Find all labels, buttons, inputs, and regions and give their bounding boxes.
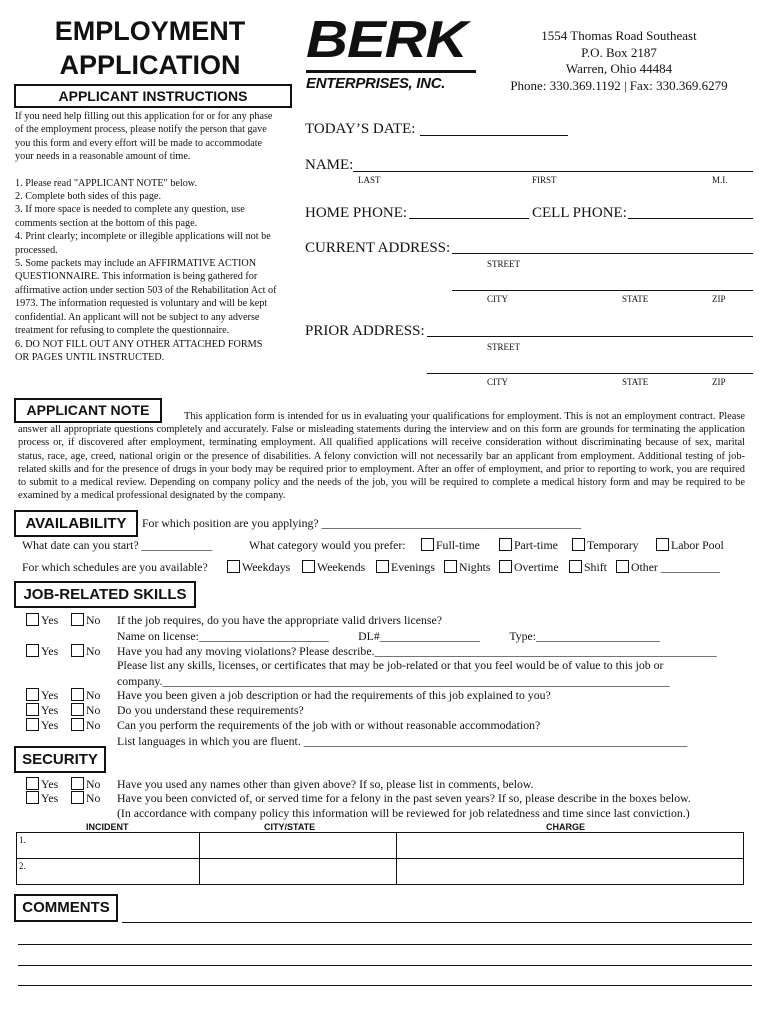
instruction-item: 4. Print clearly; incomplete or illegible applications will not be processed. — [15, 231, 271, 256]
incident-table — [16, 832, 744, 885]
table-row — [17, 833, 744, 859]
city-state-column-header: CITY/STATE — [264, 822, 316, 832]
category-fulltime[interactable] — [421, 538, 480, 553]
cell-phone-field[interactable] — [628, 218, 753, 219]
name-first-caption: FIRST — [532, 175, 557, 185]
checkbox[interactable] — [71, 718, 84, 731]
name-field[interactable] — [353, 171, 753, 172]
prior-address-label: PRIOR ADDRESS: — [305, 323, 425, 339]
schedule-weekdays[interactable] — [227, 560, 290, 575]
cell-phone-label: CELL PHONE: — [532, 205, 627, 221]
instructions-block — [15, 110, 279, 364]
city-caption: CITY — [487, 294, 508, 304]
table-row — [17, 859, 744, 885]
schedule-evenings[interactable] — [376, 560, 435, 575]
city-state-cell[interactable] — [200, 833, 397, 859]
no-label: No — [86, 688, 101, 702]
skills-q3-no[interactable] — [71, 688, 100, 703]
schedule-overtime[interactable] — [499, 560, 559, 575]
form-title-line2: APPLICATION — [59, 50, 241, 80]
schedule-label: Nights — [459, 560, 491, 574]
no-label: No — [86, 644, 101, 658]
checkbox[interactable] — [656, 538, 669, 551]
category-laborpool[interactable] — [656, 538, 724, 553]
category-label: Temporary — [587, 538, 639, 552]
skills-q2[interactable]: Have you had any moving violations? Please describe.__________________________________________________________ — [117, 644, 717, 658]
instructions-intro: If you need help filling out this application for or for any phase of the employment process, please notify the person that gave you this form and every effort will be made to accommodate your needs in a reasonable amount of time. — [15, 111, 273, 163]
skills-q2-no[interactable] — [71, 644, 100, 659]
name-label: NAME: — [305, 157, 354, 173]
start-date-question[interactable]: What date can you start? ____________ — [22, 538, 213, 552]
schedule-shift[interactable] — [569, 560, 607, 575]
skills-q5-yes[interactable] — [26, 718, 58, 733]
category-label: Full-time — [436, 538, 480, 552]
comment-line[interactable] — [122, 922, 752, 923]
address-line1: 1554 Thomas Road Southeast — [541, 28, 697, 43]
home-phone-label: HOME PHONE: — [305, 205, 408, 221]
skills-q3: Have you been given a job description or had the requirements of this job explained to you? — [117, 688, 551, 702]
no-label: No — [86, 777, 101, 791]
skills-list-prompt: Please list any skills, licenses, or certificates that may be job-related or that you feel would be of value to this job or — [117, 658, 664, 672]
availability-heading: AVAILABILITY — [14, 510, 138, 537]
no-label: No — [86, 613, 101, 627]
address-line3: Warren, Ohio 44484 — [565, 61, 673, 76]
skills-q2-yes[interactable] — [26, 644, 58, 659]
checkbox[interactable] — [26, 777, 39, 790]
checkbox[interactable] — [71, 688, 84, 701]
street-caption: STREET — [487, 259, 520, 269]
security-q2-yes[interactable] — [26, 791, 58, 806]
checkbox[interactable] — [71, 613, 84, 626]
skills-q4-yes[interactable] — [26, 703, 58, 718]
row-number: 2. — [19, 861, 26, 871]
checkbox[interactable] — [71, 644, 84, 657]
applicant-note-heading: APPLICANT NOTE — [14, 398, 162, 423]
charge-cell[interactable] — [397, 833, 744, 859]
schedule-label: Weekends — [317, 560, 366, 574]
charge-column-header: CHARGE — [546, 822, 586, 832]
checkbox[interactable] — [302, 560, 315, 573]
todays-date-label: TODAY’S DATE: — [305, 121, 416, 137]
current-street-field[interactable] — [452, 253, 753, 254]
category-question: What category would you prefer: — [249, 538, 406, 552]
checkbox[interactable] — [421, 538, 434, 551]
incident-cell[interactable] — [17, 859, 200, 885]
city-caption: CITY — [487, 377, 508, 387]
security-q2: Have you been convicted of, or served time for a felony in the past seven years? If so, please describe in the boxes below. — [117, 791, 691, 805]
skills-heading: JOB-RELATED SKILLS — [14, 581, 196, 608]
no-label: No — [86, 791, 101, 805]
category-label: Part-time — [514, 538, 558, 552]
comments-heading: COMMENTS — [14, 894, 118, 922]
checkbox[interactable] — [71, 791, 84, 804]
address-line2: P.O. Box 2187 — [581, 44, 657, 60]
checkbox[interactable] — [26, 613, 39, 626]
state-caption: STATE — [622, 377, 649, 387]
schedule-weekends[interactable] — [302, 560, 365, 575]
checkbox[interactable] — [26, 703, 39, 716]
prior-street-field[interactable] — [427, 336, 753, 337]
instruction-item: 5. Some packets may include an AFFIRMATIVE ACTION QUESTIONNAIRE. This information is being gathered for affirmative action under section 503 of the Rehabilitation Act of 1973. The information requested is voluntary and will be kept confidential. An applicant will not be subject to any adverse treatment for refusing to complete the questionnaire. — [15, 258, 277, 337]
comment-line[interactable] — [18, 965, 752, 966]
checkbox[interactable] — [26, 688, 39, 701]
skills-q5: Can you perform the requirements of the job with or without reasonable accommodation? — [117, 718, 541, 732]
checkbox[interactable] — [572, 538, 585, 551]
checkbox[interactable] — [227, 560, 240, 573]
skills-q4-no[interactable] — [71, 703, 100, 718]
security-q1-no[interactable] — [71, 777, 100, 792]
skills-q1-no[interactable] — [71, 613, 100, 628]
instruction-item: 1. Please read "APPLICANT NOTE" below. — [15, 177, 198, 189]
street-caption: STREET — [487, 342, 520, 352]
checkbox[interactable] — [444, 560, 457, 573]
applicant-note-text: This application form is intended for us in evaluating your qualifications for employment. This is not an employment contract. Please answer all appropriate questions completely and accurately. False or misleading statements during the interview and on this form are grounds for terminating the application process or, if discovered after employment, terminating employment. All qualified applications will receive consideration without discriminating because of sex, marital status, race, age, creed, national origin or the presence of disabilities. A felony conviction will not necessarily bar an applicant from employment. Additional testing of job-related skills and for the presence of drugs in your body may be required prior to employment. After an offer of employment, and prior to reporting to work, you are required to submit to a medical review. Depending on company policy and the needs of the job, you will be required to complete a medical history form and may be required to be examined by a medical professional designated by the company. — [18, 411, 745, 502]
charge-cell[interactable] — [397, 859, 744, 885]
current-city-field[interactable] — [452, 290, 753, 291]
row-number: 1. — [19, 835, 26, 845]
schedule-label: Overtime — [514, 560, 559, 574]
zip-caption: ZIP — [712, 294, 726, 304]
checkbox[interactable] — [26, 791, 39, 804]
comment-line[interactable] — [18, 985, 752, 986]
security-heading: SECURITY — [14, 746, 106, 773]
checkbox[interactable] — [26, 644, 39, 657]
company-address — [490, 28, 748, 94]
skills-q3-yes[interactable] — [26, 688, 58, 703]
skills-q1-yes[interactable] — [26, 613, 58, 628]
checkbox[interactable] — [499, 560, 512, 573]
instruction-item: 3. If more space is needed to complete any question, use comments section at the bottom of this page. — [15, 204, 245, 229]
name-last-caption: LAST — [358, 175, 381, 185]
checkbox[interactable] — [569, 560, 582, 573]
security-q2-no[interactable] — [71, 791, 100, 806]
yes-label: Yes — [41, 613, 59, 627]
form-title-line1: EMPLOYMENT — [54, 16, 246, 46]
no-label: No — [86, 703, 101, 717]
checkbox[interactable] — [71, 777, 84, 790]
languages-field[interactable]: List languages in which you are fluent. _________________________________________________________________ — [117, 734, 688, 748]
skills-q1: If the job requires, do you have the appropriate valid drivers license? — [117, 613, 442, 627]
incident-cell[interactable] — [17, 833, 200, 859]
todays-date-field[interactable] — [420, 135, 568, 136]
security-policy-note: (In accordance with company policy this information will be reviewed for job relatedness and time since last conviction.) — [117, 806, 690, 820]
schedule-label: Other __________ — [631, 560, 720, 574]
skills-q4: Do you understand these requirements? — [117, 703, 304, 717]
prior-city-field[interactable] — [427, 373, 753, 374]
category-temporary[interactable] — [572, 538, 639, 553]
comment-line[interactable] — [18, 944, 752, 945]
schedule-other[interactable] — [616, 560, 720, 575]
checkbox[interactable] — [376, 560, 389, 573]
yes-label: Yes — [41, 777, 59, 791]
address-phone: Phone: 330.369.1192 | Fax: 330.369.6279 — [510, 77, 728, 93]
incident-column-header: INCIDENT — [86, 822, 129, 832]
schedule-label: Evenings — [391, 560, 435, 574]
no-label: No — [86, 718, 101, 732]
category-parttime[interactable] — [499, 538, 558, 553]
yes-label: Yes — [41, 718, 59, 732]
skills-list-field[interactable]: company.______________________________________________________________________________________ — [117, 674, 670, 688]
security-q1: Have you used any names other than given above? If so, please list in comments, below. — [117, 777, 534, 791]
yes-label: Yes — [41, 644, 59, 658]
schedule-question: For which schedules are you available? — [22, 560, 208, 574]
home-phone-field[interactable] — [409, 218, 529, 219]
security-q1-yes[interactable] — [26, 777, 58, 792]
checkbox[interactable] — [499, 538, 512, 551]
category-label: Labor Pool — [671, 538, 724, 552]
schedule-nights[interactable] — [444, 560, 490, 575]
position-question[interactable]: For which position are you applying? ____________________________________________ — [142, 516, 582, 530]
checkbox[interactable] — [71, 703, 84, 716]
schedule-label: Weekdays — [242, 560, 291, 574]
current-address-label: CURRENT ADDRESS: — [305, 240, 451, 256]
instruction-item: 2. Complete both sides of this page. — [15, 191, 162, 203]
zip-caption: ZIP — [712, 377, 726, 387]
instructions-heading: APPLICANT INSTRUCTIONS — [14, 84, 292, 108]
name-mi-caption: M.I. — [712, 175, 728, 185]
instruction-item: 6. DO NOT FILL OUT ANY OTHER ATTACHED FORMS OR PAGES UNTIL INSTRUCTED. — [15, 338, 263, 363]
yes-label: Yes — [41, 703, 59, 717]
yes-label: Yes — [41, 688, 59, 702]
state-caption: STATE — [622, 294, 649, 304]
skills-q5-no[interactable] — [71, 718, 100, 733]
yes-label: Yes — [41, 791, 59, 805]
checkbox[interactable] — [616, 560, 629, 573]
city-state-cell[interactable] — [200, 859, 397, 885]
company-logo — [306, 11, 482, 98]
schedule-label: Shift — [584, 560, 607, 574]
license-details[interactable]: Name on license:______________________ DL#_________________ Type:_____________________ — [117, 629, 660, 643]
logo-wordmark: BERK — [306, 11, 467, 69]
logo-subtitle: ENTERPRISES, INC. — [306, 75, 446, 92]
checkbox[interactable] — [26, 718, 39, 731]
